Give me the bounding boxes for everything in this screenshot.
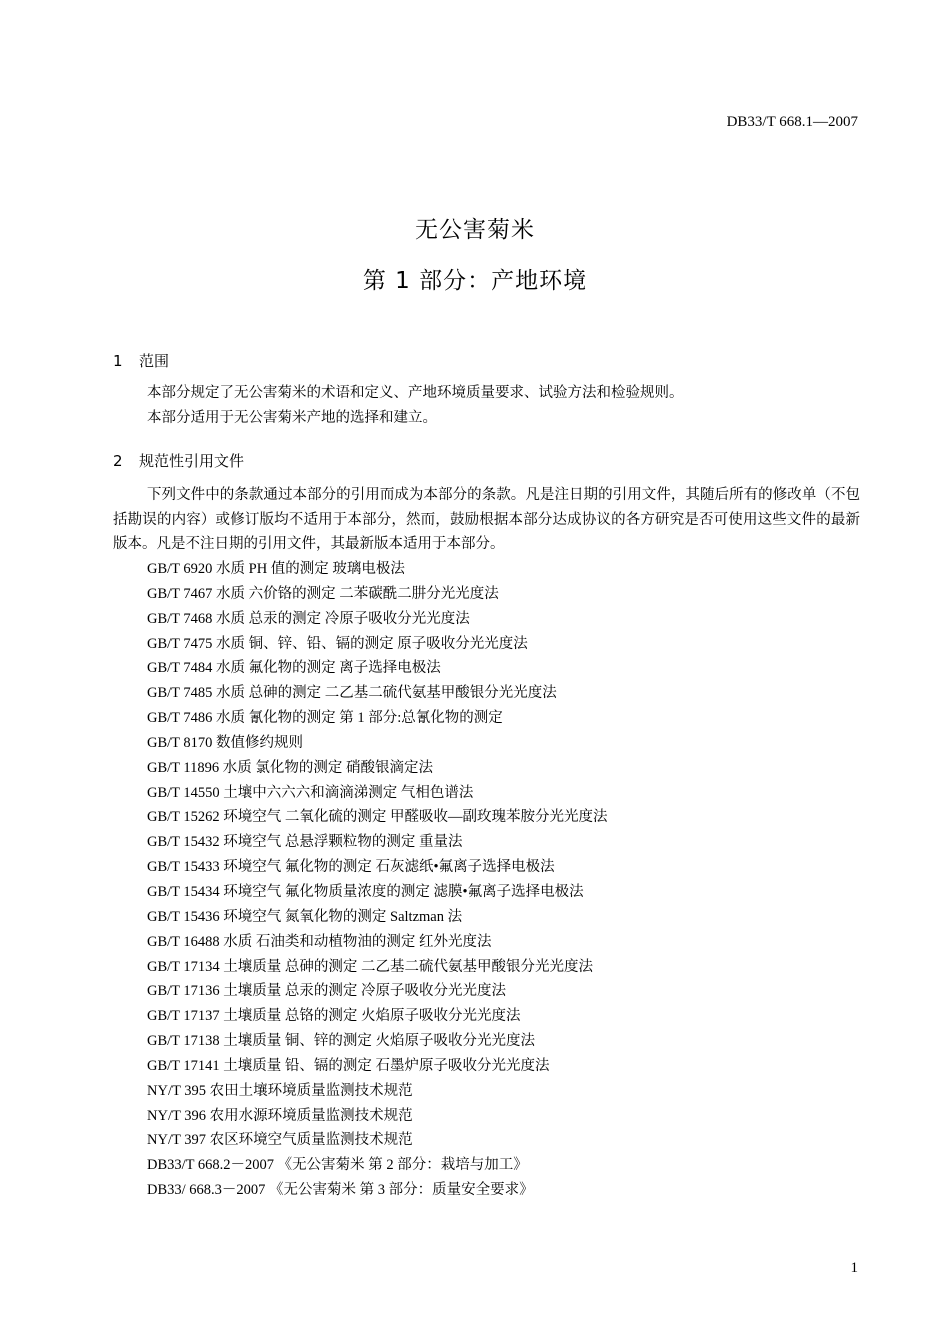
section-body-references bbox=[113, 483, 860, 557]
reference-item: GB/T 8170 数值修约规则 bbox=[147, 734, 304, 751]
reference-item: GB/T 17136 土壤质量 总汞的测定 冷原子吸收分光光度法 bbox=[147, 983, 507, 1000]
reference-item: GB/T 15434 环境空气 氟化物质量浓度的测定 滤膜•氟离子选择电极法 bbox=[147, 883, 584, 900]
reference-item: GB/T 15436 环境空气 氮氧化物的测定 Saltzman 法 bbox=[147, 908, 463, 925]
reference-list bbox=[147, 557, 608, 1203]
document-title: 无公害菊米 bbox=[415, 217, 535, 243]
section-heading-scope bbox=[113, 350, 169, 371]
document-subtitle: 第 1 部分：产地环境 bbox=[362, 268, 588, 294]
reference-item: NY/T 396 农用水源环境质量监测技术规范 bbox=[147, 1107, 413, 1124]
section-body-scope bbox=[113, 381, 860, 430]
page-number: 1 bbox=[850, 1260, 858, 1276]
section-title: 规范性引用文件 bbox=[139, 452, 245, 470]
section-number: 1 bbox=[113, 352, 123, 370]
reference-item: GB/T 7467 水质 六价铬的测定 二苯碳酰二肼分光光度法 bbox=[147, 585, 499, 602]
paragraph: 下列文件中的条款通过本部分的引用而成为本部分的条款。凡是注日期的引用文件，其随后所有的修改单（不包括勘误的内容）或修订版均不适用于本部分，然而，鼓励根据本部分达成协议的各方研究是否可使用这些文件的最新版本。凡是不注日期的引用文件，其最新版本适用于本部分。 bbox=[113, 487, 860, 553]
reference-item: GB/T 6920 水质 PH 值的测定 玻璃电极法 bbox=[147, 561, 405, 577]
reference-item: GB/T 15262 环境空气 二氧化硫的测定 甲醛吸收—副玫瑰苯胺分光光度法 bbox=[147, 809, 608, 826]
section-heading-normative-references bbox=[113, 450, 244, 471]
reference-item: GB/T 17138 土壤质量 铜、锌的测定 火焰原子吸收分光光度法 bbox=[147, 1033, 536, 1050]
reference-item: GB/T 17137 土壤质量 总铬的测定 火焰原子吸收分光光度法 bbox=[147, 1008, 521, 1025]
reference-item: DB33/ 668.3－2007 《无公害菊米 第 3 部分：质量安全要求》 bbox=[147, 1182, 534, 1199]
reference-item: NY/T 395 农田土壤环境质量监测技术规范 bbox=[147, 1082, 413, 1099]
reference-item: GB/T 7468 水质 总汞的测定 冷原子吸收分光光度法 bbox=[147, 610, 470, 627]
section-number: 2 bbox=[113, 452, 123, 470]
reference-item: GB/T 17134 土壤质量 总砷的测定 二乙基二硫代氨基甲酸银分光光度法 bbox=[147, 958, 594, 975]
reference-item: GB/T 7484 水质 氟化物的测定 离子选择电极法 bbox=[147, 660, 441, 677]
section-title: 范围 bbox=[139, 352, 170, 370]
reference-item: GB/T 16488 水质 石油类和动植物油的测定 红外光度法 bbox=[147, 933, 492, 950]
reference-item: GB/T 11896 水质 氯化物的测定 硝酸银滴定法 bbox=[147, 759, 433, 776]
reference-item: GB/T 15433 环境空气 氟化物的测定 石灰滤纸•氟离子选择电极法 bbox=[147, 859, 555, 876]
reference-item: GB/T 17141 土壤质量 铅、镉的测定 石墨炉原子吸收分光光度法 bbox=[147, 1057, 550, 1074]
reference-item: DB33/T 668.2－2007 《无公害菊米 第 2 部分：栽培与加工》 bbox=[147, 1157, 528, 1174]
paragraph: 本部分规定了无公害菊米的术语和定义、产地环境质量要求、试验方法和检验规则。 bbox=[147, 385, 684, 401]
reference-item: NY/T 397 农区环境空气质量监测技术规范 bbox=[147, 1132, 413, 1149]
paragraph: 本部分适用于无公害菊米产地的选择和建立。 bbox=[147, 409, 437, 426]
reference-item: GB/T 14550 土壤中六六六和滴滴涕测定 气相色谱法 bbox=[147, 784, 474, 801]
standard-code: DB33/T 668.1—2007 bbox=[726, 114, 858, 130]
reference-item: GB/T 7475 水质 铜、锌、铅、镉的测定 原子吸收分光光度法 bbox=[147, 635, 528, 652]
reference-item: GB/T 7485 水质 总砷的测定 二乙基二硫代氨基甲酸银分光光度法 bbox=[147, 685, 557, 702]
reference-item: GB/T 7486 水质 氰化物的测定 第 1 部分:总氰化物的测定 bbox=[147, 710, 503, 727]
reference-item: GB/T 15432 环境空气 总悬浮颗粒物的测定 重量法 bbox=[147, 834, 463, 851]
